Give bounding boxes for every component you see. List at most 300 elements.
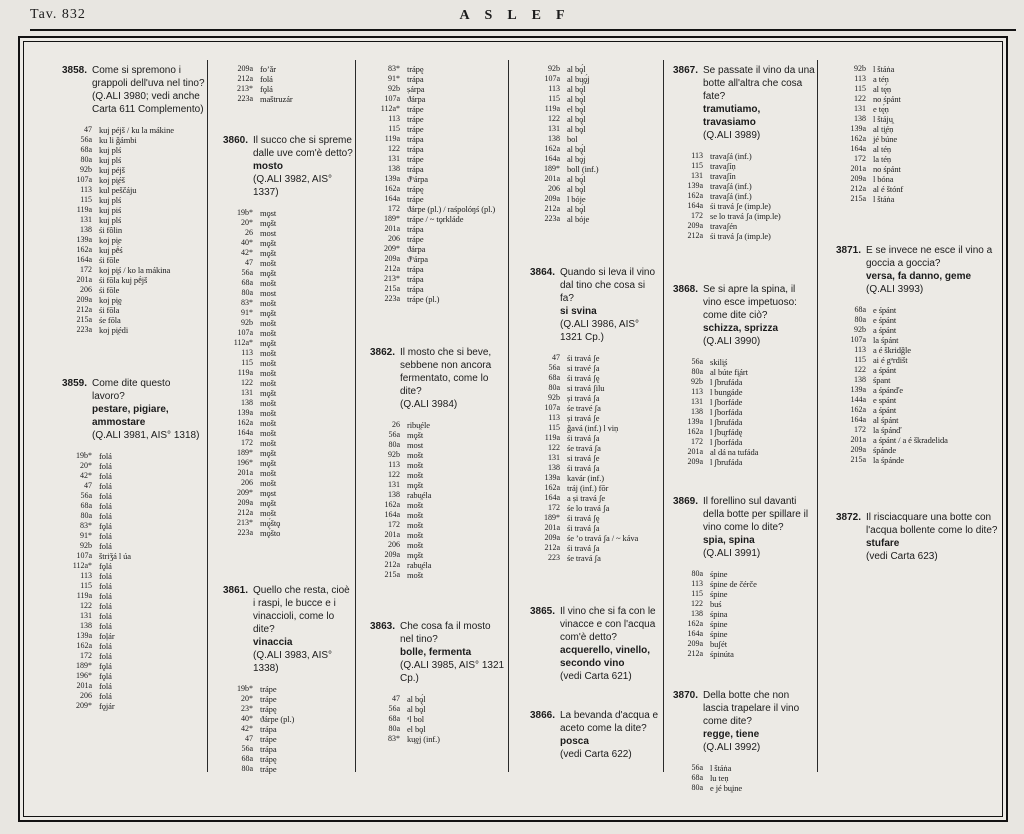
column-divider (355, 60, 356, 772)
entry-dialect-form: mošt (407, 500, 424, 510)
entry-row (62, 305, 205, 315)
entry-location-code: 119a (237, 368, 253, 377)
entry-row (530, 154, 661, 164)
entry-location-code: 115 (241, 358, 253, 367)
entry-location-code: 40* (241, 714, 253, 723)
entry-dialect-form: kavár (inf.) (567, 473, 605, 483)
entry-location-code: 144a (850, 395, 866, 404)
entries-block (370, 64, 506, 304)
entry-location-code: 131 (388, 480, 400, 489)
entry-row (223, 498, 353, 508)
table-frame (18, 36, 1008, 822)
entry-row (530, 403, 661, 413)
entry-dialect-form: la śpánde (873, 455, 904, 465)
entry-location-code: 91* (80, 531, 92, 540)
question-keyword: versa, fa danno, geme (866, 271, 972, 282)
entry-row (62, 571, 205, 581)
question-body (400, 346, 506, 411)
entry-dialect-form: no śpánt (873, 164, 901, 174)
question-body (400, 620, 506, 685)
entry-location-code: 206 (80, 691, 92, 700)
entry-row (673, 161, 815, 171)
entry-dialect-form: a śpánt (873, 365, 897, 375)
entry-dialect-form: folá (99, 651, 112, 661)
entry-row (62, 195, 205, 205)
entry-dialect-form: folá (99, 571, 112, 581)
entry-dialect-form: fǫlá (99, 521, 112, 531)
entry-dialect-form: a śpánt / a é škradelida (873, 435, 948, 445)
entry-dialect-form: al bǫ́l (407, 704, 426, 714)
entry-row (836, 194, 998, 204)
entry-location-code: 83* (80, 521, 92, 530)
entry-row (673, 773, 815, 783)
entry-dialect-form: folá (99, 511, 112, 521)
entry-row (370, 294, 506, 304)
entry-dialect-form: śe ʼo travá ʃa / ~ káva (567, 533, 639, 543)
entry-location-code: 209a (384, 550, 400, 559)
entry-row (223, 278, 353, 288)
question-body (866, 511, 998, 563)
entry-location-code: 162a (544, 483, 560, 492)
entry-dialect-form: folá (99, 541, 112, 551)
entry-row (370, 194, 506, 204)
question-text: Il risciacquare una botte con l'acqua bollente come lo dite? (866, 512, 998, 536)
entry-dialect-form: mǫšt (260, 268, 277, 278)
entries-block (223, 684, 353, 774)
entry-dialect-form: al bǫ́l (567, 184, 586, 194)
entry-location-code: 80a (691, 783, 703, 792)
entry-row (530, 363, 661, 373)
entry-row (370, 560, 506, 570)
entry-location-code: 107a (544, 403, 560, 412)
entry-location-code: 162a (687, 427, 703, 436)
entry-row (530, 353, 661, 363)
entry-row (223, 258, 353, 268)
entry-row (530, 503, 661, 513)
question-reference: (Q.ALI 3981, AIS° 1318) (92, 430, 200, 441)
entry-dialect-form: el bǫl (407, 724, 426, 734)
entries-block (836, 64, 998, 204)
entries-block (223, 208, 353, 538)
column-divider (817, 60, 818, 772)
entry-dialect-form: al ti̯éṇ (873, 124, 894, 134)
entry-row (530, 164, 661, 174)
entry-dialect-form: a é škridǧle (873, 345, 911, 355)
entry-row (62, 235, 205, 245)
entry-row (223, 74, 353, 84)
entry-dialect-form: al śpánt (873, 415, 899, 425)
entry-row (62, 155, 205, 165)
entries-block (673, 763, 815, 793)
entry-dialect-form: mošt (260, 358, 277, 368)
entry-dialect-form: kuj plś (99, 215, 122, 225)
entry-location-code: 172 (691, 211, 703, 220)
entry-row (62, 205, 205, 215)
entry-dialect-form: śpánde (873, 445, 897, 455)
entry-dialect-form: mošt (260, 468, 277, 478)
question-reference: (Q.ALI 3992) (703, 742, 761, 753)
entry-row (62, 451, 205, 461)
entry-row (530, 383, 661, 393)
entry-dialect-form: l ʃbu̯rfádę (710, 427, 743, 437)
question-keyword: mosto (253, 161, 283, 172)
entry-location-code: 56a (241, 744, 253, 753)
entry-dialect-form: travaʃá (inf.) (710, 151, 752, 161)
entry-location-code: 212a (76, 305, 92, 314)
entry-location-code: 172 (548, 503, 560, 512)
entry-dialect-form: trápa (407, 274, 424, 284)
entry-row (62, 621, 205, 631)
entry-row (223, 528, 353, 538)
entry-location-code: 115 (854, 355, 866, 364)
entry-dialect-form: trápe (407, 194, 424, 204)
entry-row (370, 480, 506, 490)
entry-location-code: 201a (384, 224, 400, 233)
entry-row (370, 204, 506, 214)
question-body (703, 283, 815, 348)
entry-location-code: 19b* (237, 208, 253, 217)
entry-row (62, 611, 205, 621)
entry-row (62, 225, 205, 235)
entry-dialect-form: mǫšt (260, 238, 277, 248)
entry-dialect-form: fǫlá (260, 84, 273, 94)
entry-dialect-form: mǫšt (260, 388, 277, 398)
entry-location-code: 112a* (380, 104, 400, 113)
column-4 (530, 64, 661, 770)
entry-location-code: 122 (548, 114, 560, 123)
entry-location-code: 131 (548, 124, 560, 133)
entry-dialect-form: ϑʰárpa (407, 254, 428, 264)
entry-location-code: 164a (384, 510, 400, 519)
entry-location-code: 68a (80, 501, 92, 510)
entry-dialect-form: trápa (407, 224, 424, 234)
entry-dialect-form: ϑárpa (407, 94, 426, 104)
entry-dialect-form: most (260, 288, 277, 298)
entry-location-code: 80a (241, 764, 253, 773)
entry-dialect-form: buʃét (710, 639, 727, 649)
entry-dialect-form: trápa (407, 164, 424, 174)
entry-row (223, 448, 353, 458)
entry-location-code: 80a (80, 511, 92, 520)
entry-row (673, 639, 815, 649)
entry-location-code: 131 (388, 154, 400, 163)
entry-row (370, 490, 506, 500)
entry-dialect-form: trápe / ~ tǫrkláde (407, 214, 464, 224)
entry-row (62, 511, 205, 521)
entry-row (673, 579, 815, 589)
entry-row (62, 601, 205, 611)
entry-dialect-form: maštruzár (260, 94, 293, 104)
entry-dialect-form: folá (99, 451, 112, 461)
entry-location-code: 138 (548, 463, 560, 472)
entry-row (530, 104, 661, 114)
entry-location-code: 40* (241, 238, 253, 247)
entry-dialect-form: śpant (873, 375, 891, 385)
entry-dialect-form: al tę́ṇ (873, 84, 892, 94)
entry-dialect-form: mošt (260, 438, 277, 448)
entry-row (223, 724, 353, 734)
entry-location-code: 119a (544, 433, 560, 442)
entry-dialect-form: al bǫ́j (567, 154, 586, 164)
entry-dialect-form: trápa (260, 744, 277, 754)
entry-row (836, 114, 998, 124)
entry-location-code: 47 (552, 353, 560, 362)
question-text: La bevanda d'acqua e aceto come la dite? (560, 710, 659, 734)
entry-location-code: 139a (544, 473, 560, 482)
question-3865 (530, 605, 661, 683)
entry-row (673, 377, 815, 387)
entry-dialect-form: śi travá ʃa (567, 523, 600, 533)
entry-location-code: 138 (388, 490, 400, 499)
entry-dialect-form: śi travá ʃę (567, 513, 600, 523)
entry-location-code: 164a (384, 194, 400, 203)
entry-row (673, 171, 815, 181)
entry-location-code: 164a (544, 493, 560, 502)
entry-dialect-form: kuj piś (99, 205, 122, 215)
entry-dialect-form: fǫlá (99, 661, 112, 671)
question-number: 3869. (673, 496, 699, 507)
entry-row (530, 493, 661, 503)
entry-dialect-form: trápa (407, 284, 424, 294)
entry-row (370, 440, 506, 450)
entry-row (530, 443, 661, 453)
entry-row (530, 523, 661, 533)
entry-row (62, 551, 205, 561)
question-reference: (Q.ALI 3984) (400, 399, 458, 410)
entry-row (223, 348, 353, 358)
question-reference: (vedi Carta 622) (560, 749, 632, 760)
entry-location-code: 139a (687, 417, 703, 426)
entry-location-code: 162a (850, 134, 866, 143)
question-keyword: stufare (866, 538, 900, 549)
entry-row (62, 561, 205, 571)
entry-row (836, 74, 998, 84)
question-body (560, 709, 661, 761)
entry-location-code: 113 (691, 579, 703, 588)
question-keyword: regge, tiene (703, 729, 760, 740)
entry-dialect-form: el bǫ́l (567, 104, 586, 114)
entry-location-code: 223a (237, 94, 253, 103)
entry-row (836, 124, 998, 134)
entry-location-code: 209a (687, 639, 703, 648)
entry-row (370, 734, 506, 744)
entry-row (673, 589, 815, 599)
entry-location-code: 92b (241, 318, 253, 327)
entry-dialect-form: mošt (260, 348, 277, 358)
entry-row (530, 94, 661, 104)
entry-dialect-form: koj pi̯e (99, 235, 122, 245)
entry-dialect-form: koj pi̯ę (99, 295, 122, 305)
entry-location-code: 162a (384, 500, 400, 509)
entry-row (223, 298, 353, 308)
entry-location-code: 42* (241, 724, 253, 733)
entry-location-code: 223 (548, 553, 560, 562)
entry-row (62, 265, 205, 275)
entry-location-code: 212a (544, 543, 560, 552)
entry-dialect-form: mošt (407, 540, 424, 550)
entry-dialect-form: kuj péjš (99, 165, 125, 175)
entry-row (836, 104, 998, 114)
entry-row (370, 420, 506, 430)
question-body (703, 689, 815, 754)
entry-row (223, 508, 353, 518)
entry-dialect-form: al bǫ́l (567, 84, 586, 94)
entry-dialect-form: śi fōle (99, 285, 120, 295)
entry-row (223, 458, 353, 468)
question-text: Come si spremono i grappoli dell'uva nel tino? (92, 65, 205, 89)
entry-row (530, 134, 661, 144)
entry-dialect-form: fǫjár (99, 701, 115, 711)
entry-row (62, 661, 205, 671)
entry-location-code: 56a (388, 704, 400, 713)
entry-dialect-form: trápe (pl.) (407, 294, 440, 304)
entry-location-code: 122 (691, 599, 703, 608)
entry-row (530, 214, 661, 224)
entry-dialect-form: a śpánt (873, 405, 897, 415)
entry-dialect-form: al dá na tufáda (710, 447, 759, 457)
entry-row (530, 144, 661, 154)
question-reference: (Q.ALI 3985, AIS° 1321 Cp.) (400, 660, 505, 684)
entry-row (673, 619, 815, 629)
entry-location-code: 26 (245, 228, 253, 237)
entry-dialect-form: al bǫ́l (567, 144, 586, 154)
entry-location-code: 56a (241, 268, 253, 277)
entry-dialect-form: trápa (260, 724, 277, 734)
entry-row (223, 408, 353, 418)
entry-dialect-form: mošt (260, 258, 277, 268)
entry-dialect-form: tráj (inf.) fōr (567, 483, 609, 493)
entry-row (673, 201, 815, 211)
entry-row (62, 671, 205, 681)
question-text: Se si apre la spina, il vino esce impetuoso: come dite ciò? (703, 284, 797, 321)
entry-location-code: 113 (691, 387, 703, 396)
entry-row (673, 599, 815, 609)
entry-row (62, 135, 205, 145)
entry-location-code: 139a (850, 124, 866, 133)
entry-location-code: 20* (80, 461, 92, 470)
question-reference: (vedi Carta 623) (866, 551, 938, 562)
entry-location-code: 223a (76, 325, 92, 334)
entry-dialect-form: e śpánt (873, 315, 897, 325)
entry-location-code: 213* (237, 518, 253, 527)
entry-location-code: 119a (76, 591, 92, 600)
entry-row (673, 387, 815, 397)
entry-location-code: 113 (691, 151, 703, 160)
entry-row (370, 254, 506, 264)
entry-row (836, 445, 998, 455)
entry-row (223, 238, 353, 248)
question-3858 (62, 64, 205, 116)
entry-dialect-form: trápe (407, 154, 424, 164)
entry-row (62, 531, 205, 541)
entry-row (62, 471, 205, 481)
header-rule (30, 29, 1016, 31)
entry-dialect-form: mošt (260, 328, 277, 338)
entry-location-code: 209a (850, 174, 866, 183)
entry-row (223, 764, 353, 774)
entry-row (673, 783, 815, 793)
entry-dialect-form: al bǫ́l (407, 694, 426, 704)
entry-row (62, 521, 205, 531)
entry-location-code: 131 (854, 104, 866, 113)
entry-row (370, 214, 506, 224)
entry-row (836, 325, 998, 335)
question-text: Se passate il vino da una botte all'altra che cosa fate? (703, 65, 815, 102)
entry-dialect-form: folá (99, 531, 112, 541)
entry-row (62, 245, 205, 255)
entry-row (223, 518, 353, 528)
entry-row (370, 114, 506, 124)
entry-dialect-form: mošt (407, 570, 424, 580)
entry-dialect-form: mǫst (260, 488, 277, 498)
entry-row (223, 694, 353, 704)
entry-row (62, 275, 205, 285)
entry-row (62, 481, 205, 491)
question-text: Il forellino sul davanti della botte per spillare il vino come lo dite? (703, 496, 809, 533)
question-text: Il vino che si fa con le vinacce e con l'acqua com'è detto? (560, 606, 656, 643)
entry-row (223, 714, 353, 724)
entry-location-code: 92b (691, 377, 703, 386)
entry-row (223, 468, 353, 478)
question-3860 (223, 134, 353, 199)
entry-dialect-form: travaʃín (710, 171, 736, 181)
entry-row (62, 315, 205, 325)
entries-block (530, 64, 661, 224)
entry-location-code: 206 (80, 285, 92, 294)
entry-dialect-form: travaʃá (inf.) (710, 181, 752, 191)
entry-row (223, 228, 353, 238)
entry-row (836, 84, 998, 94)
entries-block (673, 151, 815, 241)
question-reference: (Q.ALI 3990) (703, 336, 761, 347)
entry-location-code: 209a (76, 295, 92, 304)
entry-dialect-form: śi travá ʃa (567, 433, 600, 443)
entry-location-code: 164a (850, 144, 866, 153)
entry-row (62, 491, 205, 501)
question-reference: (vedi Carta 621) (560, 671, 632, 682)
entry-dialect-form: ϑárpa (407, 244, 426, 254)
entry-row (62, 691, 205, 701)
entry-location-code: 107a (544, 74, 560, 83)
entry-row (223, 704, 353, 714)
entry-row (836, 94, 998, 104)
entry-row (223, 208, 353, 218)
entry-row (223, 478, 353, 488)
question-reference: (Q.ALI 3991) (703, 548, 761, 559)
entry-row (836, 425, 998, 435)
entry-location-code: 113 (80, 571, 92, 580)
entry-row (223, 358, 353, 368)
entry-location-code: 80a (388, 440, 400, 449)
entry-row (62, 651, 205, 661)
entry-row (530, 124, 661, 134)
entry-row (530, 473, 661, 483)
entry-row (836, 335, 998, 345)
entry-location-code: 201a (544, 174, 560, 183)
entry-row (673, 181, 815, 191)
entry-row (673, 569, 815, 579)
entry-dialect-form: al búte fi̯árt (710, 367, 748, 377)
entry-location-code: 201a (237, 468, 253, 477)
entry-row (223, 388, 353, 398)
entry-row (62, 175, 205, 185)
entry-dialect-form: ṣárpa (407, 84, 425, 94)
question-number: 3863. (370, 621, 396, 632)
entry-location-code: 213* (237, 84, 253, 93)
entry-dialect-form: folá (99, 601, 112, 611)
entry-location-code: 209a (687, 221, 703, 230)
entry-dialect-form: śi fōla (99, 305, 120, 315)
